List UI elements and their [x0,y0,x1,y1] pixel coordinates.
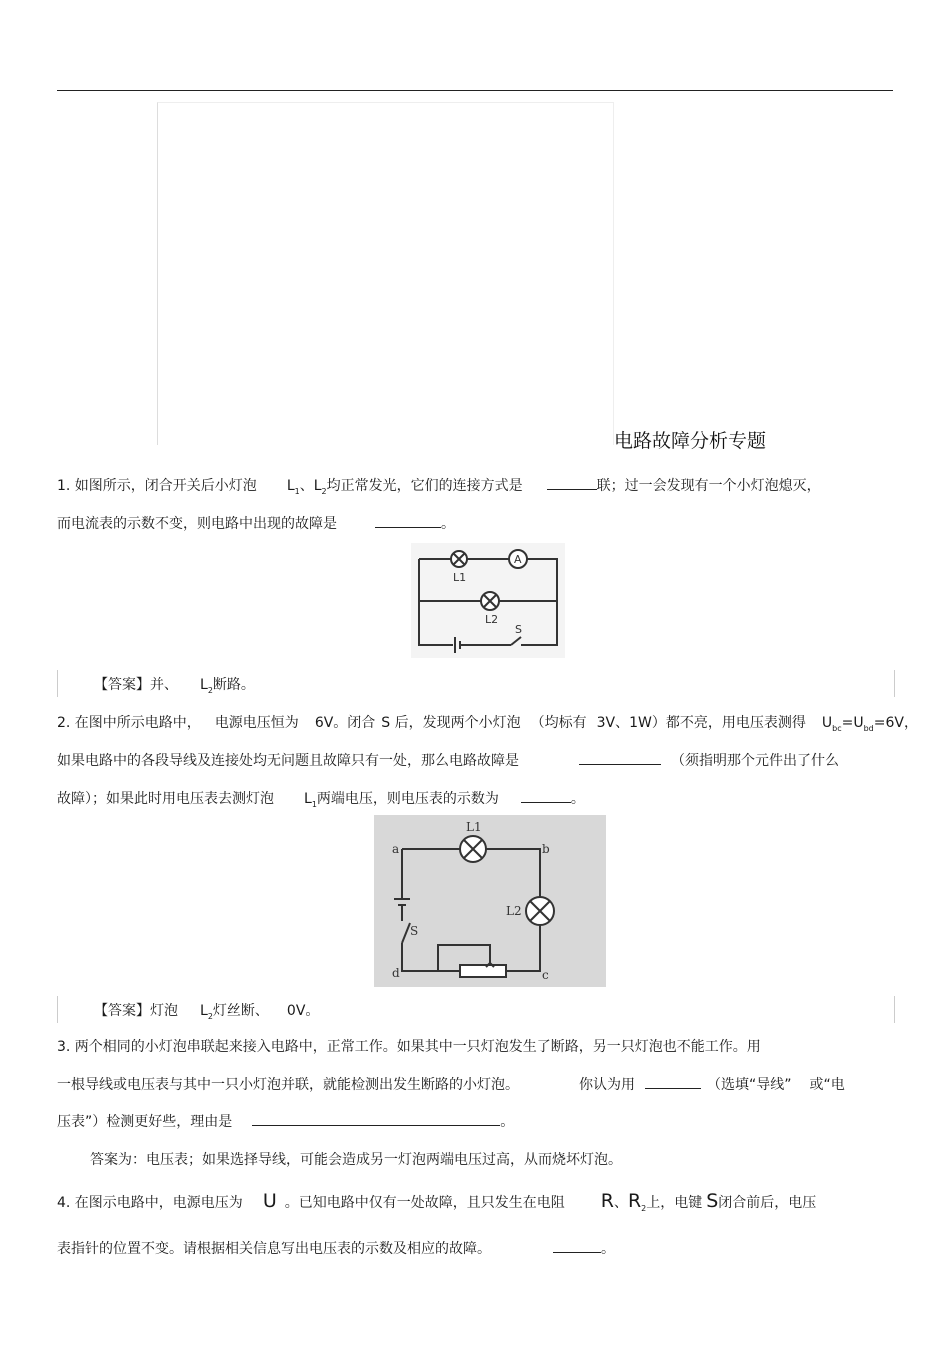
q2-fig-label-a: a [392,842,400,856]
q4-text-d: 闭合前后，电压 [718,1195,817,1211]
q2-fig-label-l2: L2 [506,904,522,918]
q4-text-c: 上，电键 [646,1195,703,1211]
q1-answer-c: 断路。 [212,677,255,693]
q3-line3-text: 压表”）检测更好些，理由是 [57,1114,233,1130]
q2-line2-text: 如果电路中的各段导线及连接处均无问题且故障只有一处，那么电路故障是 [57,753,519,769]
q2-text-h: =U [841,715,864,731]
q4-text-r2-sub: 2 [641,1203,647,1213]
q1-text-b: 均正常发光，它们的连接方式是 [326,478,523,494]
q2-answer-b: L [200,1003,208,1019]
q2-line3-text-b: 两端电压，则电压表的示数为 [316,791,499,807]
q1-l2: L [313,478,322,494]
q2-text-f: 3V、1W）都不亮，用电压表测得 [596,715,806,731]
q2-fig-label-d: d [392,966,400,980]
q2-text-b: 电源电压恒为 [214,715,299,731]
q1-blank-2[interactable] [375,512,441,528]
q2-answer-a: 【答案】灯泡 [94,1003,178,1019]
q3-line2-text-c: （选填“导线” [707,1077,792,1093]
q4-text-b: 。已知电路中仅有一处故障，且只发生在电阻 [284,1195,565,1211]
q3-answer: 答案为：电压表；如果选择导线，可能会造成另一灯泡两端电压过高，从而烧坏灯泡。 [90,1152,622,1168]
q2-answer-d: 0V。 [286,1003,320,1019]
q4-line1 [57,1190,816,1213]
q2-text-e: （均标有 [530,715,587,731]
q2-fig-label-b: b [542,842,550,856]
q2-line3-end: 。 [570,791,585,807]
q1-fig-label-l2: L2 [485,613,499,626]
q1-answer-sub: 2 [207,685,213,695]
q2-line2 [57,749,839,770]
q2-fig-label-l1: L1 [466,820,482,834]
header-rule [57,90,893,91]
q3-line1: 3. 两个相同的小灯泡串联起来接入电路中，正常工作。如果其中一只灯泡发生了断路，另一只灯泡也不能工作。用 [57,1039,761,1055]
q1-fig-label-s: S [515,623,522,636]
q2-fig-label-s: S [410,924,419,938]
q4-text-r2: R [627,1190,642,1212]
q2-blank-1[interactable] [579,749,661,765]
q2-blank-2[interactable] [521,787,571,803]
q4-line2 [57,1237,615,1258]
q1-text-c: 联；过一会发现有一个小灯泡熄灭， [596,478,821,494]
q2-text-h-sub: bd [863,723,874,733]
q1-blank-1[interactable] [547,474,597,490]
q2-answer-sub: 2 [207,1011,213,1021]
q2-line3-sub: 1 [311,799,317,809]
q4-line2-end: 。 [601,1241,615,1257]
q3-line2-text-b: 你认为用 [579,1077,635,1093]
q1-line2-text: 而电流表的示数不变，则电路中出现的故障是 [57,516,337,532]
q1-line2-end: 。 [441,516,455,532]
q2-circuit-figure [374,815,606,987]
q2-answer-c: 灯丝断、 [212,1003,269,1019]
q2-line3-l: L [304,791,312,807]
q1-fig-label-a: A [514,553,522,566]
q2-rheostat-icon [460,965,506,977]
blank-image-frame [157,102,614,445]
q2-line1 [57,712,918,733]
q3-line3-end: 。 [500,1114,515,1130]
q1-answer-a: 【答案】并、 [94,677,178,693]
q1-l1-sub: 1 [294,486,300,496]
q3-line3 [57,1110,514,1131]
q1-line1 [57,474,821,496]
q2-line3 [57,787,585,809]
q1-fig-label-l1: L1 [453,571,467,584]
q4-text-u: U [262,1190,277,1212]
q4-line2-text: 表指针的位置不变。请根据相关信息写出电压表的示数及相应的故障。 [57,1241,491,1257]
q3-blank-2[interactable] [252,1110,500,1126]
page-title: 电路故障分析专题 [614,430,767,452]
q2-text-i: =6V， [873,715,918,731]
q2-answer [94,1000,319,1021]
q4-blank-1[interactable] [553,1237,601,1253]
q4-text-a: 4. 在图示电路中，电源电压为 [57,1195,243,1211]
q1-sep: 、 [299,478,314,494]
q3-blank-1[interactable] [645,1073,701,1089]
q3-line2-text: 一根导线或电压表与其中一只小灯泡并联，就能检测出发生断路的小灯泡。 [57,1077,519,1093]
q4-text-sep: 、 [613,1195,628,1211]
q2-text-g: U [821,715,833,731]
q1-line2 [57,512,455,533]
q2-fig-label-c: c [542,968,549,982]
q1-l2-sub: 2 [321,486,327,496]
q2-text-d: S 后，发现两个小灯泡 [381,715,521,731]
q2-line2-text-b: （须指明那个元件出了什么 [671,753,839,769]
q3-line2 [57,1073,845,1094]
q4-text-r1: R [600,1190,614,1212]
q2-text-a: 2. 在图中所示电路中， [57,715,201,731]
q2-text-g-sub: bc [832,723,842,733]
q1-answer-b: L [200,677,208,693]
q2-line3-text: 故障）；如果此时用电压表去测灯泡 [57,791,274,807]
q1-answer [94,674,255,695]
q1-l1: L [286,478,295,494]
q1-circuit-figure [411,543,565,658]
q2-text-c: 6V。闭合 [314,715,376,731]
q1-text-a: 1. 如图所示，闭合开关后小灯泡 [57,478,257,494]
q3-line2-text-d: 或“电 [809,1077,845,1093]
q4-text-s: S [706,1190,719,1212]
